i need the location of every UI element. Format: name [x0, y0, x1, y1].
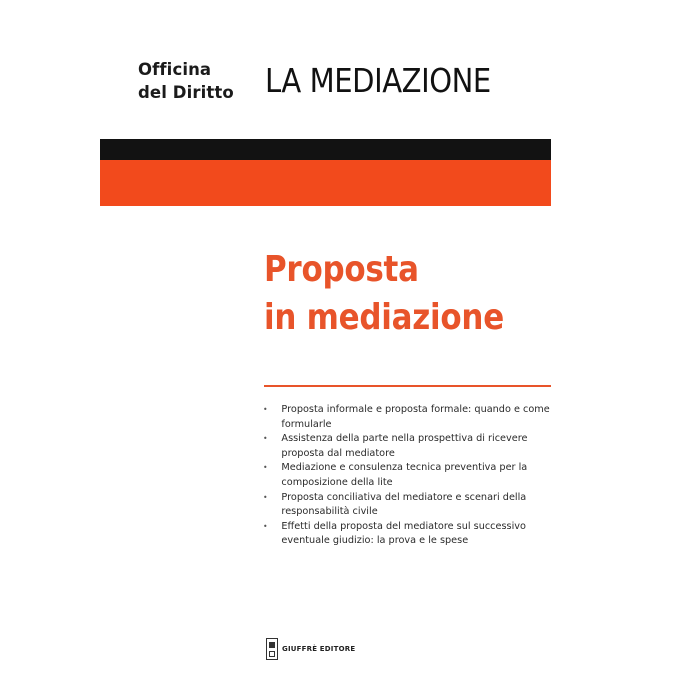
title-divider [264, 385, 551, 387]
topic-item [263, 491, 554, 520]
topic-text: Proposta conciliativa del mediatore e scenari della responsabilità civile [281, 491, 527, 518]
topic-item [263, 461, 554, 490]
bullet-icon: • [263, 492, 268, 502]
bullet-icon: • [263, 434, 268, 444]
series-name [138, 58, 234, 104]
topic-text: Assistenza della parte nella prospettiva di ricevere proposta dal mediatore [281, 433, 528, 459]
accent-orange-bar [100, 160, 551, 206]
topic-text: Proposta informale e proposta formale: quando e come formularle [281, 404, 550, 430]
series-line-2: del Diritto [138, 83, 234, 102]
top-black-bar [100, 139, 551, 160]
topics-list [263, 403, 563, 549]
publisher-name: GIUFFRÈ EDITORE [282, 645, 356, 653]
publisher-mark [266, 637, 355, 661]
book-title-line-2: in mediazione [264, 297, 504, 338]
book-title [264, 246, 504, 342]
book-title-line-1: Proposta [264, 249, 419, 290]
collection-title: LA MEDIAZIONE [265, 61, 491, 100]
series-line-1: Officina [138, 60, 212, 79]
bullet-icon: • [263, 521, 268, 531]
topic-item [263, 432, 554, 461]
bullet-icon: • [263, 463, 268, 473]
publisher-logo-icon [266, 638, 278, 660]
topic-item [263, 403, 554, 432]
topic-text: Effetti della proposta del mediatore sul successivo eventuale giudizio: la prova e le spese [281, 520, 526, 547]
topic-item [263, 520, 554, 549]
topic-text: Mediazione e consulenza tecnica preventiva per la composizione della lite [281, 462, 528, 488]
bullet-icon: • [263, 405, 268, 414]
